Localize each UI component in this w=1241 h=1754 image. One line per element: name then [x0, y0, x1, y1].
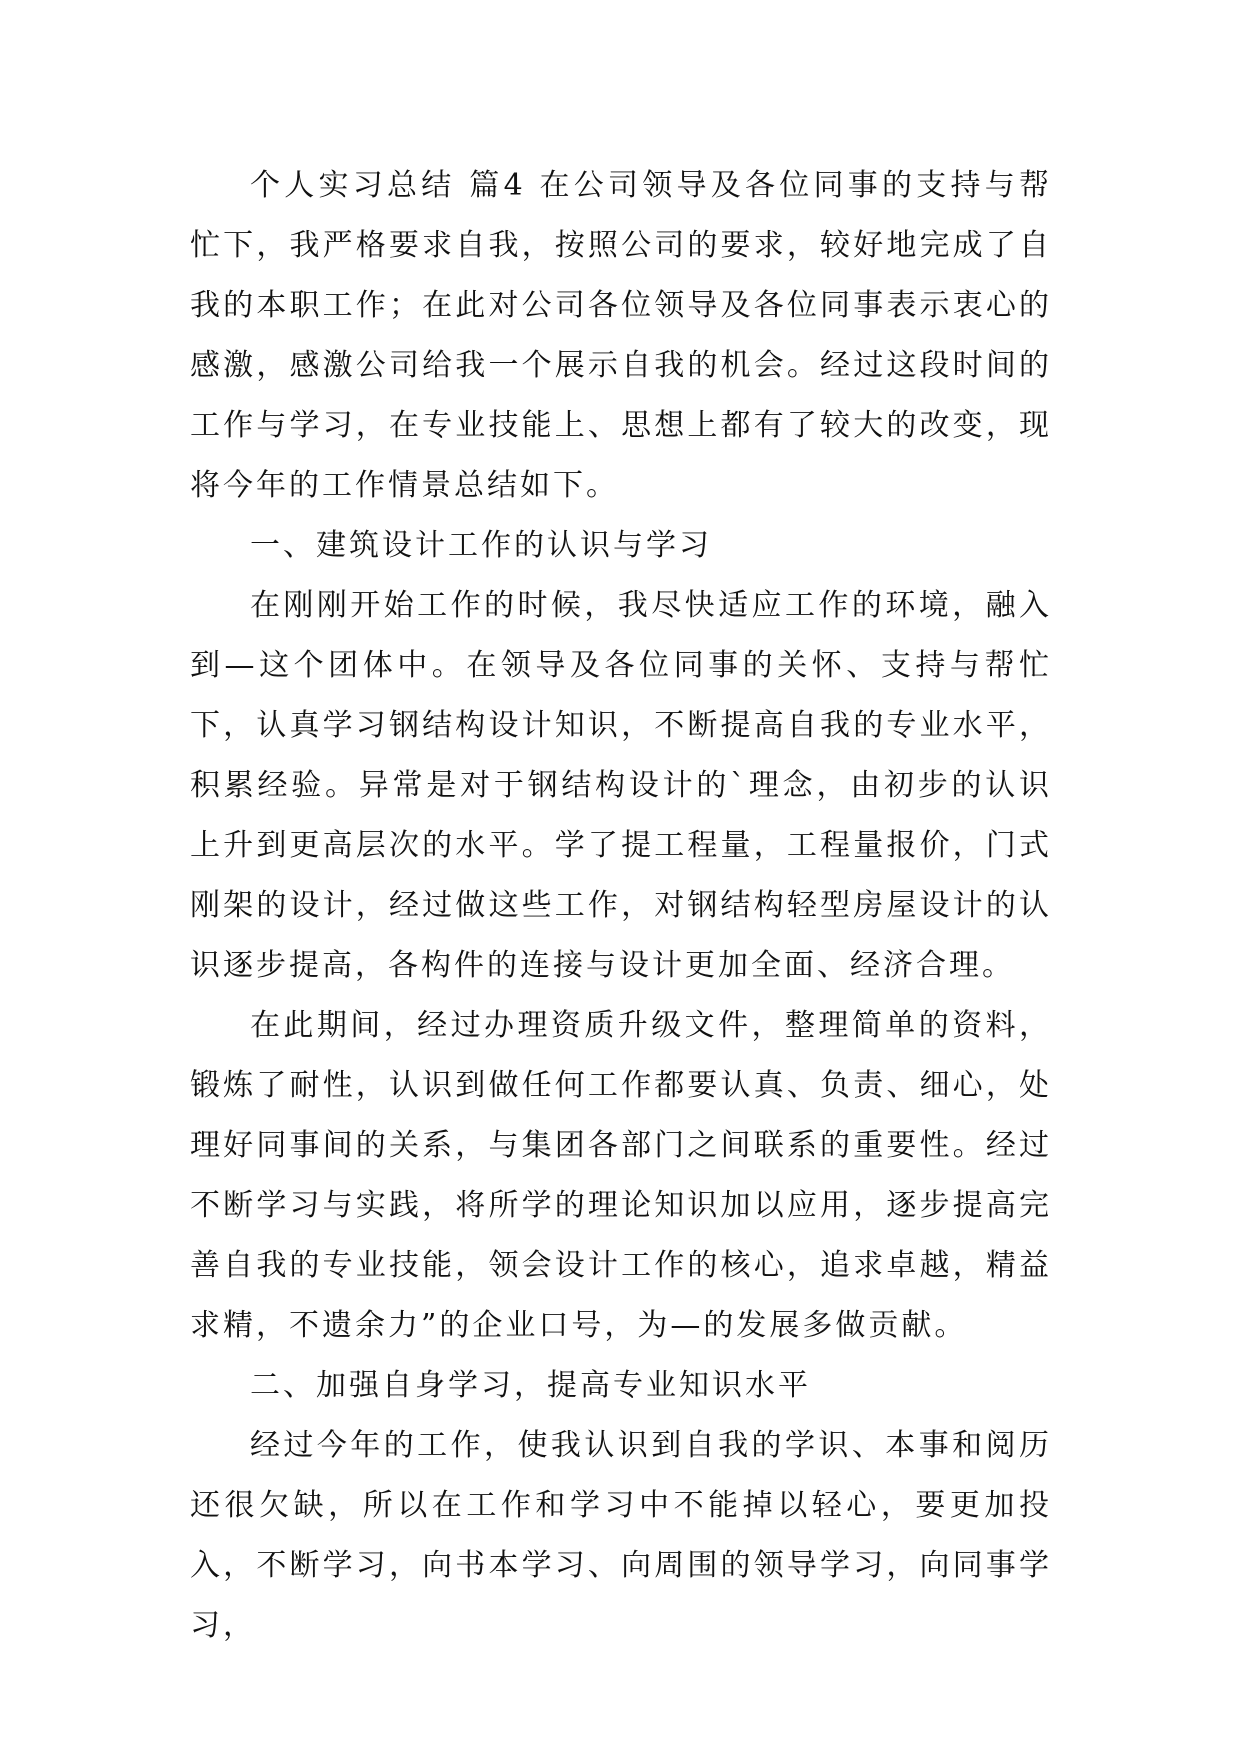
- paragraph-intro: 个人实习总结 篇4 在公司领导及各位同事的支持与帮忙下，我严格要求自我，按照公司的要求，较好地完成了自我的本职工作；在此对公司各位领导及各位同事表示衷心的感激，感激公司给我一个展示自我的机会。经过这段时间的工作与学习，在专业技能上、思想上都有了较大的改变，现将今年的工作情景总结如下。: [190, 168, 1052, 503]
- section-heading-2: 二、加强自身学习，提高专业知识水平: [250, 1368, 811, 1403]
- document-body: [190, 156, 1052, 1656]
- paragraph-section1-b: 在此期间，经过办理资质升级文件，整理简单的资料，锻炼了耐性，认识到做任何工作都要认真、负责、细心，处理好同事间的关系，与集团各部门之间联系的重要性。经过不断学习与实践，将所学的理论知识加以应用，逐步提高完善自我的专业技能，领会设计工作的核心，追求卓越，精益求精，不遗余力”的企业口号，为—的发展多做贡献。: [190, 1008, 1052, 1343]
- paragraph-section2-a: 经过今年的工作，使我认识到自我的学识、本事和阅历还很欠缺，所以在工作和学习中不能掉以轻心，要更加投入，不断学习，向书本学习、向周围的领导学习，向同事学习，: [190, 1428, 1052, 1643]
- section-heading-1: 一、建筑设计工作的认识与学习: [250, 528, 712, 563]
- paragraph-section1-a: 在刚刚开始工作的时候，我尽快适应工作的环境，融入到—这个团体中。在领导及各位同事的关怀、支持与帮忙下，认真学习钢结构设计知识，不断提高自我的专业水平，积累经验。异常是对于钢结构设计的`理念，由初步的认识上升到更高层次的水平。学了提工程量，工程量报价，门式刚架的设计，经过做这些工作，对钢结构轻型房屋设计的认识逐步提高，各构件的连接与设计更加全面、经济合理。: [190, 588, 1052, 983]
